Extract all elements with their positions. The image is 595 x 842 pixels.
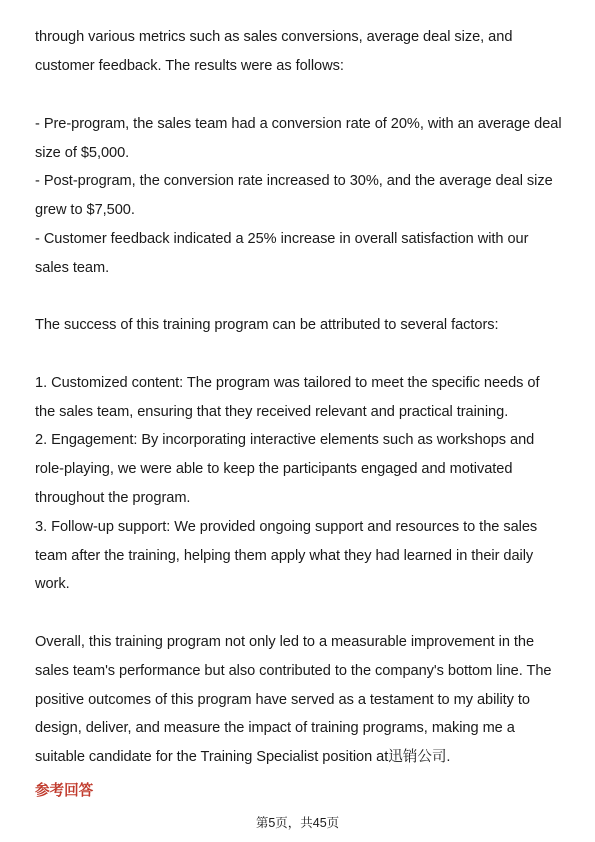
body-text-line: grew to $7,500. bbox=[35, 202, 135, 218]
body-text-line: sales team's performance but also contributed to the company's bottom line. The bbox=[35, 663, 552, 679]
body-text-line: suitable candidate for the Training Specialist position at迅销公司. bbox=[35, 749, 451, 765]
body-text-line: work. bbox=[35, 576, 70, 592]
body-text-line: through various metrics such as sales conversions, average deal size, and bbox=[35, 29, 513, 45]
body-text-line: role-playing, we were able to keep the participants engaged and motivated bbox=[35, 461, 513, 477]
body-text-line: Overall, this training program not only led to a measurable improvement in the bbox=[35, 634, 535, 650]
body-text-line: positive outcomes of this program have served as a testament to my ability to bbox=[35, 692, 531, 708]
body-text-line: size of $5,000. bbox=[35, 145, 130, 161]
body-text-line: design, deliver, and measure the impact of training programs, making me a bbox=[35, 720, 515, 736]
body-text-line: sales team. bbox=[35, 260, 110, 276]
body-text-line: 1. Customized content: The program was tailored to meet the specific needs of bbox=[35, 375, 540, 391]
body-text-line: The success of this training program can be attributed to several factors: bbox=[35, 317, 499, 333]
page-footer: 第5页，共45页 bbox=[255, 816, 340, 830]
body-text-line: 3. Follow-up support: We provided ongoing support and resources to the sales bbox=[35, 519, 538, 535]
body-text-line: the sales team, ensuring that they received relevant and practical training. bbox=[35, 404, 509, 420]
body-text-line: customer feedback. The results were as follows: bbox=[35, 58, 344, 74]
body-text-line: 2. Engagement: By incorporating interactive elements such as workshops and bbox=[35, 432, 535, 448]
body-text-line: - Customer feedback indicated a 25% increase in overall satisfaction with our bbox=[35, 231, 529, 247]
reference-answer-heading: 参考回答 bbox=[35, 783, 94, 799]
body-text-line: - Pre-program, the sales team had a conversion rate of 20%, with an average deal bbox=[35, 116, 562, 132]
body-text-line: team after the training, helping them apply what they had learned in their daily bbox=[35, 548, 534, 564]
body-text-line: - Post-program, the conversion rate increased to 30%, and the average deal size bbox=[35, 173, 553, 189]
body-text-line: throughout the program. bbox=[35, 490, 191, 506]
